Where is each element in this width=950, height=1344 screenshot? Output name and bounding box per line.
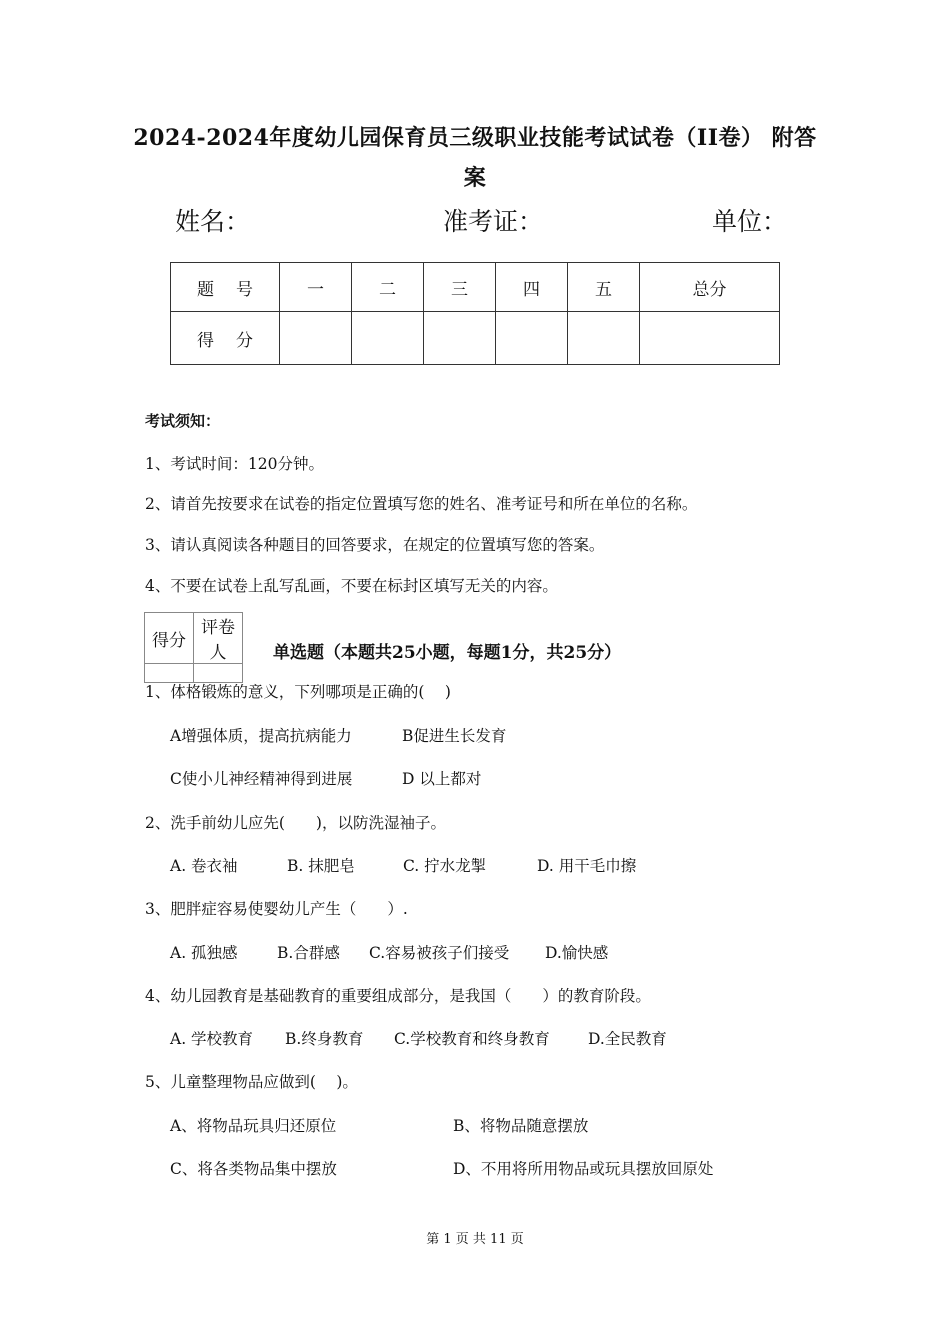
question-stem: 4、幼儿园教育是基础教育的重要组成部分，是我国（ ）的教育阶段。	[145, 987, 651, 1005]
section-title: 单选题（本题共25小题，每题1分，共25分）	[273, 643, 622, 663]
grader-table	[144, 612, 243, 683]
title-line-1: 2024-2024年度幼儿园保育员三级职业技能考试试卷（II卷） 附答	[133, 125, 817, 151]
score-cell-4[interactable]	[496, 312, 568, 365]
grader-reviewer-label: 评卷人	[194, 613, 243, 664]
option-b[interactable]: B、将物品随意摆放	[453, 1117, 589, 1135]
score-col-total: 总分	[640, 263, 780, 312]
option-c[interactable]: C、将各类物品集中摆放	[170, 1160, 337, 1178]
notes-title: 考试须知：	[145, 412, 221, 430]
score-col-1: 一	[280, 263, 352, 312]
score-col-3: 三	[424, 263, 496, 312]
score-label: 得分	[171, 312, 280, 365]
option-c[interactable]: C.容易被孩子们接受	[369, 944, 510, 962]
option-c[interactable]: C使小儿神经精神得到进展	[170, 770, 353, 788]
title-line-2: 案	[463, 165, 487, 191]
score-cell-5[interactable]	[568, 312, 640, 365]
option-b[interactable]: B.合群感	[277, 944, 340, 962]
exam-id-label: 准考证：	[443, 207, 544, 236]
note-item: 4、不要在试卷上乱写乱画，不要在标封区填写无关的内容。	[145, 577, 558, 595]
page-footer: 第 1 页 共 11 页	[426, 1232, 524, 1247]
note-item: 2、请首先按要求在试卷的指定位置填写您的姓名、准考证号和所在单位的名称。	[145, 495, 698, 513]
unit-label: 单位：	[712, 207, 788, 236]
option-a[interactable]: A. 孤独感	[170, 944, 238, 962]
option-c[interactable]: C.学校教育和终身教育	[394, 1030, 550, 1048]
question-stem: 1、体格锻炼的意义，下列哪项是正确的( )	[145, 683, 451, 701]
grader-score-label: 得分	[145, 613, 194, 664]
score-col-2: 二	[352, 263, 424, 312]
question-stem: 3、肥胖症容易使婴幼儿产生（ ）.	[145, 900, 408, 918]
option-b[interactable]: B. 抹肥皂	[287, 857, 355, 875]
score-cell-2[interactable]	[352, 312, 424, 365]
option-a[interactable]: A增强体质，提高抗病能力	[170, 727, 352, 745]
note-item: 1、考试时间：120分钟。	[145, 455, 324, 473]
option-a[interactable]: A. 学校教育	[170, 1030, 254, 1048]
score-cell-1[interactable]	[280, 312, 352, 365]
option-d[interactable]: D.愉快感	[545, 944, 609, 962]
score-col-5: 五	[568, 263, 640, 312]
option-d[interactable]: D. 用干毛巾擦	[537, 857, 637, 875]
score-table-score-row	[171, 312, 780, 365]
option-b[interactable]: B促进生长发育	[402, 727, 507, 745]
score-table	[170, 262, 780, 365]
option-b[interactable]: B.终身教育	[285, 1030, 364, 1048]
option-c[interactable]: C. 拧水龙掣	[403, 857, 487, 875]
option-d[interactable]: D 以上都对	[402, 770, 482, 788]
score-col-4: 四	[496, 263, 568, 312]
question-number-label: 题号	[171, 263, 280, 312]
note-item: 3、请认真阅读各种题目的回答要求，在规定的位置填写您的答案。	[145, 536, 605, 554]
name-label: 姓名：	[175, 207, 251, 236]
score-table-header-row	[171, 263, 780, 312]
document-title	[120, 118, 830, 198]
option-d[interactable]: D、不用将所用物品或玩具摆放回原处	[453, 1160, 714, 1178]
question-stem: 5、儿童整理物品应做到( )。	[145, 1073, 358, 1091]
score-cell-total[interactable]	[640, 312, 780, 365]
option-d[interactable]: D.全民教育	[588, 1030, 667, 1048]
score-cell-3[interactable]	[424, 312, 496, 365]
option-a[interactable]: A. 卷衣袖	[170, 857, 238, 875]
question-stem: 2、洗手前幼儿应先( )，以防洗湿袖子。	[145, 814, 446, 832]
option-a[interactable]: A、将物品玩具归还原位	[170, 1117, 337, 1135]
